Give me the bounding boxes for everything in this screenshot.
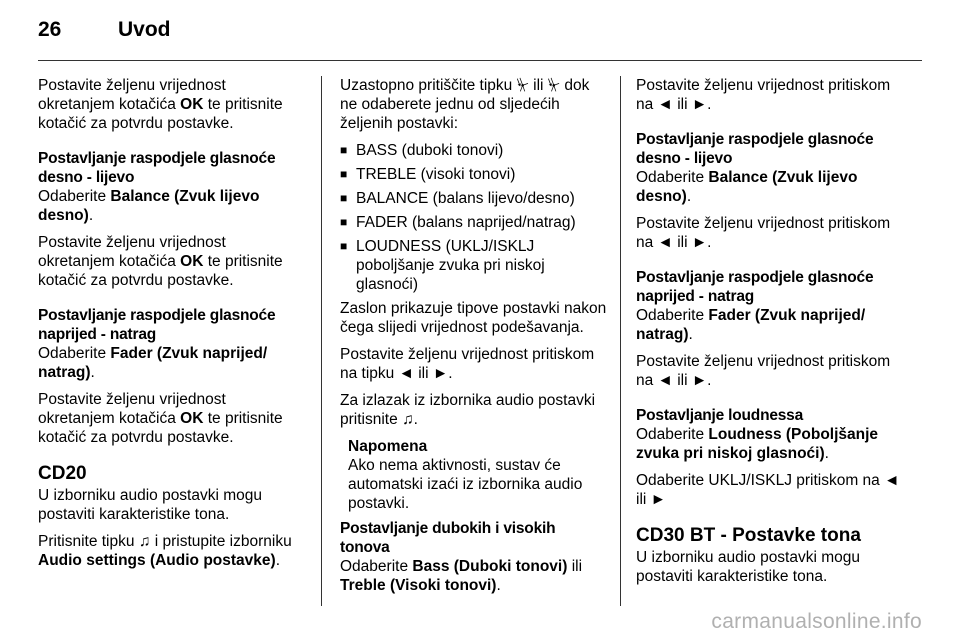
paragraph: Postavite željenu vrijednost pritiskom na ◄ ili ►. [636,77,891,113]
paragraph: Postavite željenu vrijednost okretanjem kotačića OK te pritisnite kotačić za potvrdu postavke. [38,234,283,289]
paragraph: Postavite željenu vrijednost pritiskom na tipku ◄ ili ►. [340,346,595,382]
subheading: Postavljanje raspodjele glasnoće desno - lijevo [38,150,276,186]
paragraph: U izborniku audio postavki mogu postaviti karakteristike tona. [636,549,861,585]
section-title: Uvod [118,18,171,41]
paragraph: Odaberite Fader (Zvuk naprijed/ natrag). [636,307,866,343]
paragraph: Postavite željenu vrijednost okretanjem kotačića OK te pritisnite kotačić za potvrdu postavke. [38,77,283,132]
paragraph: Odaberite Bass (Duboki tonovi) ili Treble (Visoki tonovi). [340,558,583,594]
paragraph: Pritisnite tipku ♫ i pristupite izborniku Audio settings (Audio postavke). [38,533,292,569]
paragraph: Odaberite Fader (Zvuk naprijed/ natrag). [38,345,268,381]
paragraph: Odaberite Loudness (Poboljšanje zvuka pri niskoj glasnoći). [636,426,879,462]
paragraph: Zaslon prikazuje tipove postavki nakon čega slijedi vrijednost podešavanja. [340,300,607,336]
subheading: Postavljanje dubokih i visokih tonova [340,520,556,556]
column-3 [636,76,908,594]
section-heading: CD20 [38,463,87,484]
page-header [38,18,171,48]
paragraph: Postavite željenu vrijednost okretanjem kotačića OK te pritisnite kotačić za potvrdu postavke. [38,391,283,446]
note-text: Ako nema aktivnosti, sustav će automatski izaći iz izbornika audio postavki. [348,457,583,512]
section-heading: CD30 BT - Postavke tona [636,525,861,546]
note-title: Napomena [348,438,428,455]
page-number: 26 [38,18,62,41]
paragraph: Postavite željenu vrijednost pritiskom na ◄ ili ►. [636,215,891,251]
paragraph: Postavite željenu vrijednost pritiskom na ◄ ili ►. [636,353,891,389]
column-separator [620,76,621,606]
paragraph: Uzastopno pritiščite tipku ⏧ ili ⏧ dok ne odaberete jednu od sljedećih željenih postavki: [340,77,590,132]
subheading: Postavljanje raspodjele glasnoće naprijed - natrag [636,269,874,305]
header-rule [38,60,922,61]
bullet-icon: ■ [340,215,348,229]
paragraph: Za izlazak iz izbornika audio postavki pritisnite ♫. [340,392,596,428]
paragraph: Odaberite UKLJ/ISKLJ pritiskom na ◄ ili ► [636,472,900,508]
paragraph: Odaberite Balance (Zvuk lijevo desno). [38,188,260,224]
list-item: ■ TREBLE (visoki tonovi) [340,166,516,183]
subheading: Postavljanje loudnessa [636,407,804,424]
paragraph: U izborniku audio postavki mogu postaviti karakteristike tona. [38,487,263,523]
watermark: carmanualsonline.info [711,610,922,633]
bullet-icon: ■ [340,239,348,253]
bullet-icon: ■ [340,167,348,181]
column-2 [340,76,608,603]
settings-list [340,141,608,294]
column-separator [321,76,322,606]
bullet-icon: ■ [340,143,348,157]
bullet-icon: ■ [340,191,348,205]
subheading: Postavljanje raspodjele glasnoće naprijed - natrag [38,307,276,343]
column-1 [38,76,306,578]
list-item: ■ BASS (duboki tonovi) [340,142,504,159]
list-item: ■ BALANCE (balans lijevo/desno) [340,190,575,207]
note-box [348,437,608,513]
list-item: ■ LOUDNESS (UKLJ/ISKLJ poboljšanje zvuka pri niskoj glasnoći) [340,238,545,293]
paragraph: Odaberite Balance (Zvuk lijevo desno). [636,169,858,205]
subheading: Postavljanje raspodjele glasnoće desno - lijevo [636,131,874,167]
list-item: ■ FADER (balans naprijed/natrag) [340,214,576,231]
